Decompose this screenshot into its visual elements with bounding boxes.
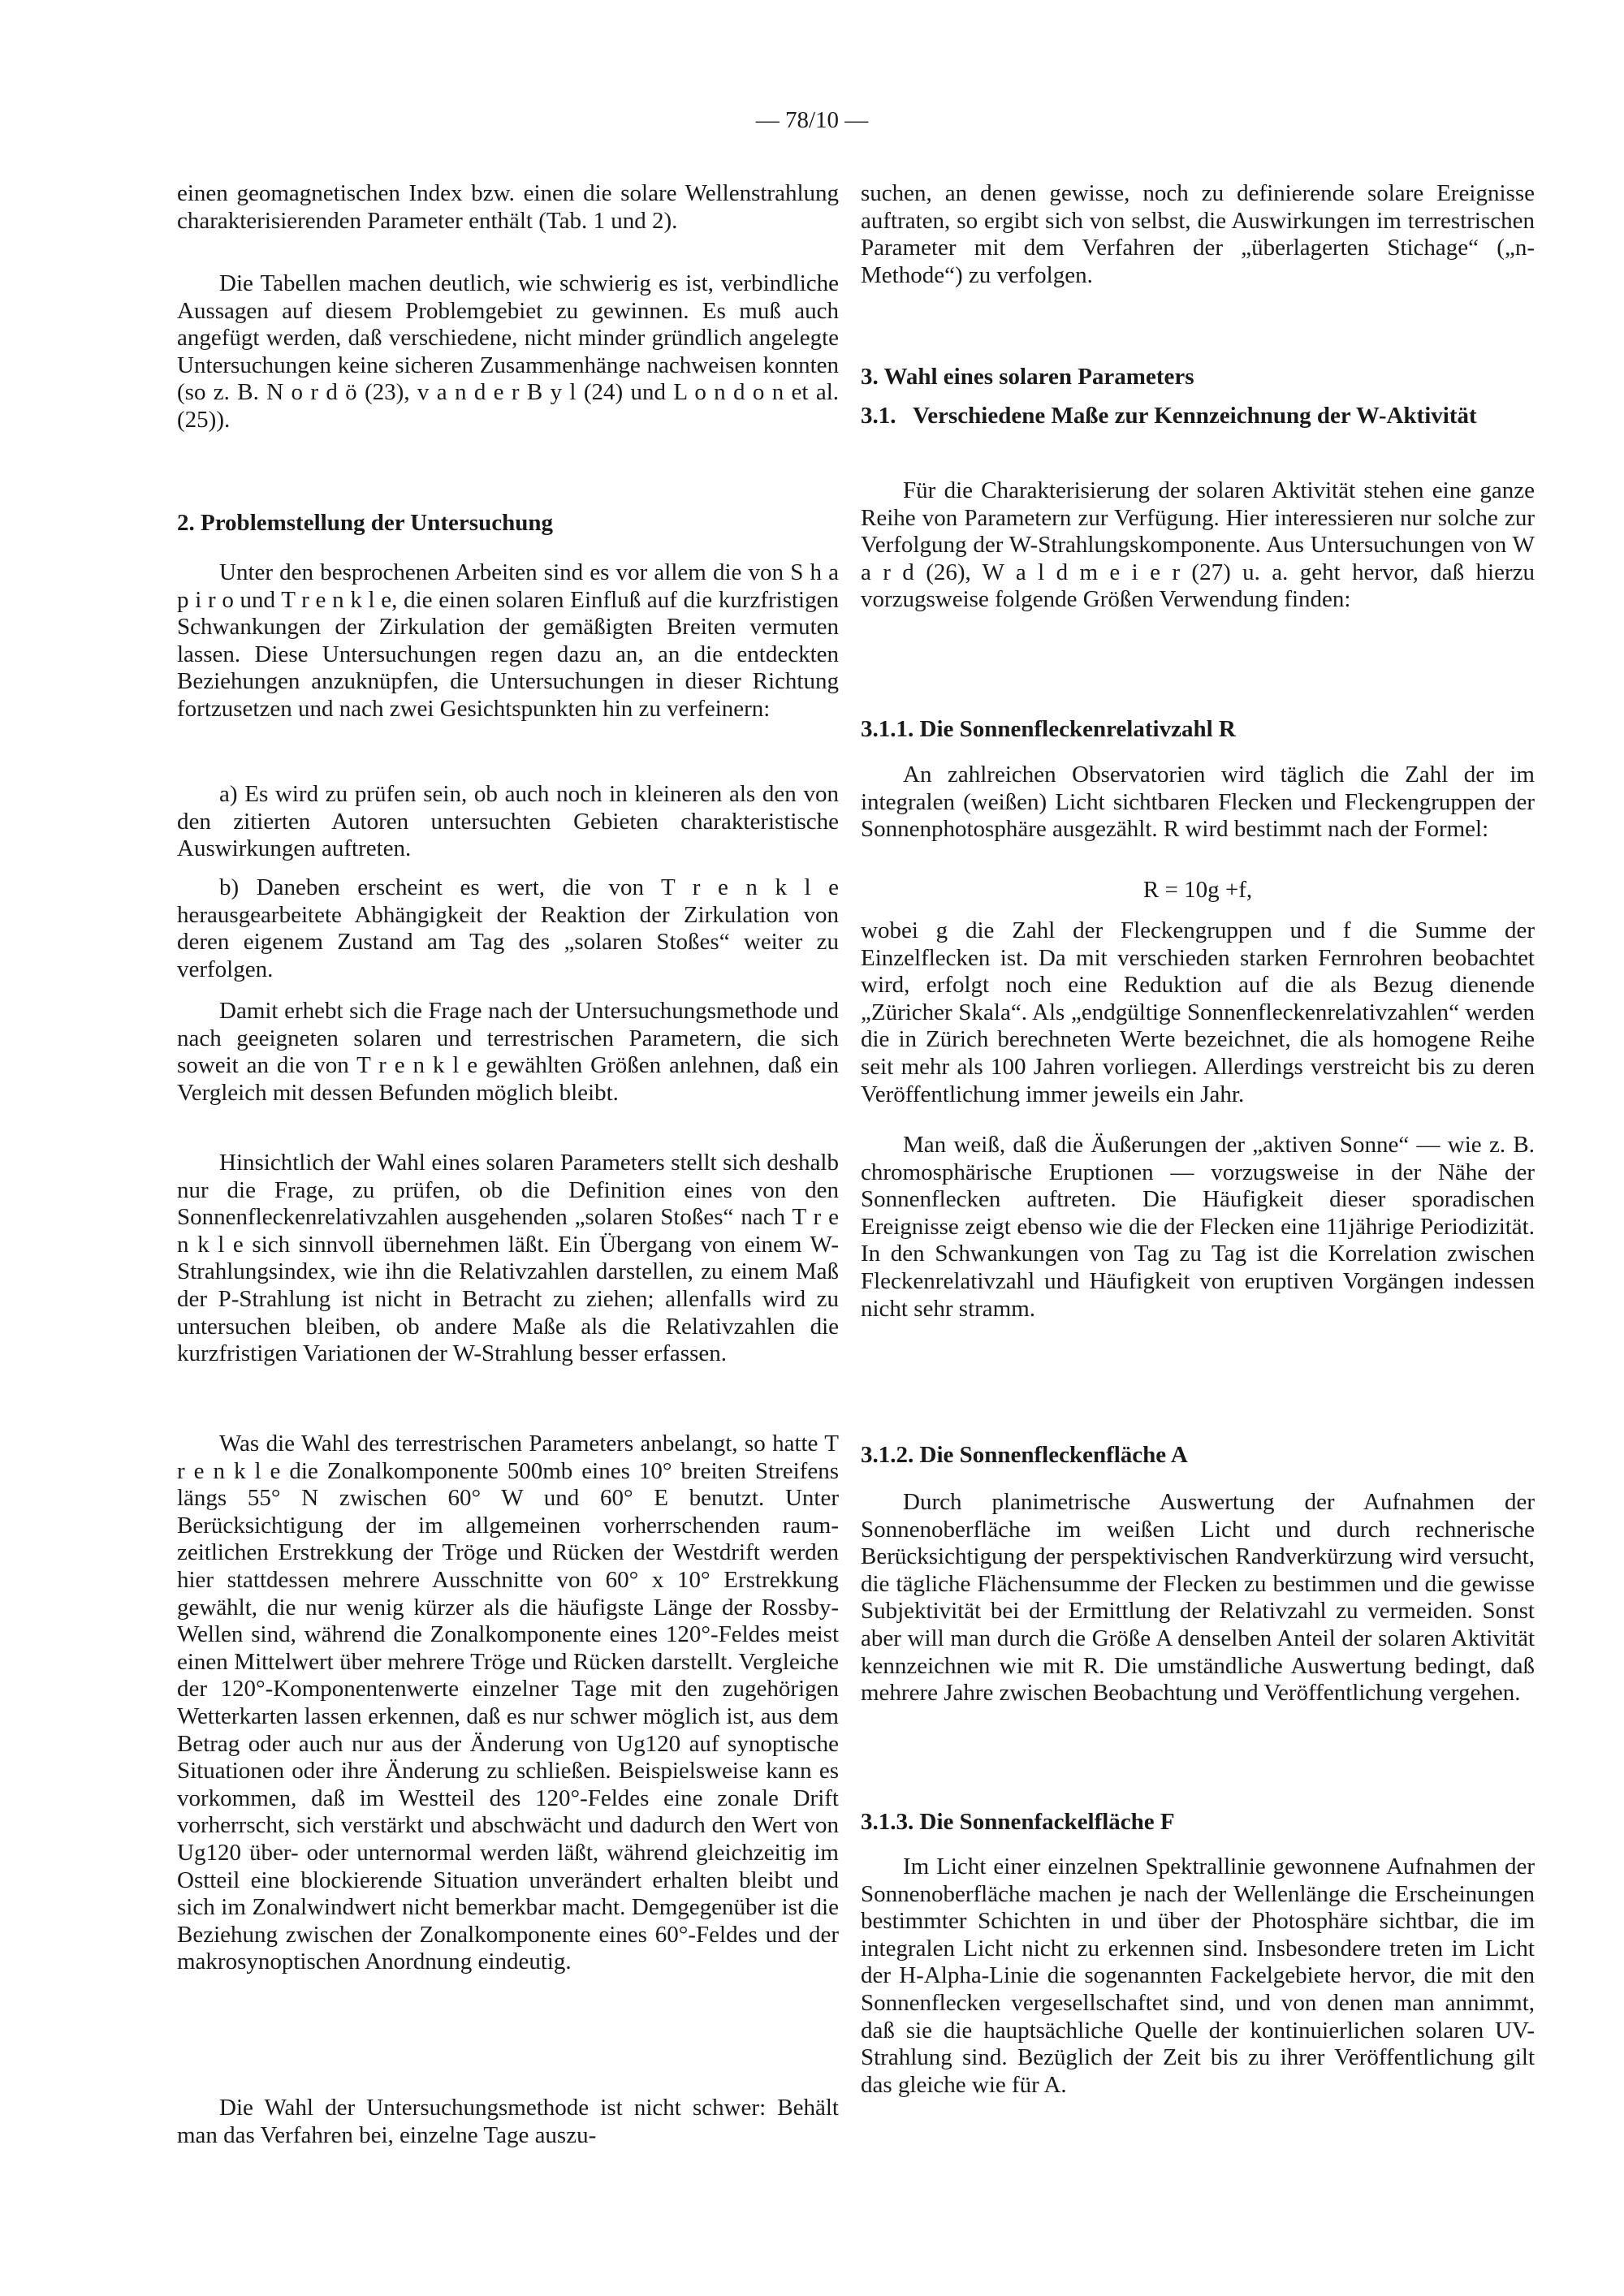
paragraph: Im Licht einer einzelnen Spektrallinie gewonnene Aufnahmen der Sonnenoberfläche machen je nach der Wellenlänge die Erscheinungen bestimmter Schichten in und über der Photosphäre sichtbar, die im integralen Licht nicht zu erkennen sind. Insbesondere treten im Licht der H-Alpha-Linie die sogenannten Fackelgebiete hervor, die mit den Sonnenflecken vergesellschaftet sind, und von denen man annimmt, daß sie die hauptsächliche Quelle der kontinuierlichen solaren UV-Strahlung sind. Bezüglich der Zeit bis zu ihrer Veröffentlichung gilt das gleiche wie für A. — [861, 1854, 1535, 2098]
paragraph: Die Tabellen machen deutlich, wie schwierig es ist, verbindliche Aussagen auf diesem Problemgebiet zu gewinnen. Es muß auch angefügt werden, daß verschiedene, nicht minder gründlich angelegte Untersuchungen keine sicheren Zusammenhänge nachweisen konnten (so z. B. N o r d ö (23), v a n d e r B y l (24) und L o n d o n et al. (25)). — [177, 270, 839, 433]
paragraph: Was die Wahl des terrestrischen Parameters anbelangt, so hatte T r e n k l e die Zonalkomponente 500mb eines 10° breiten Streifens längs 55° N zwischen 60° W und 60° E benutzt. Unter Berücksichtigung der im allgemeinen vorherrschenden raum-zeitlichen Erstrekkung der Tröge und Rücken der Westdrift werden hier stattdessen mehrere Ausschnitte von 60° x 10° Erstrekkung gewählt, die nur wenig kürzer als die häufigste Länge der Rossby-Wellen sind, während die Zonalkomponente eines 120°-Feldes meist einen Mittelwert über mehrere Tröge und Rücken darstellt. Vergleiche der 120°-Komponentenwerte einzelner Tage mit den zugehörigen Wetterkarten lassen erkennen, daß es nur schwer möglich ist, aus dem Betrag oder auch nur aus der Änderung von Ug120 auf synoptische Situationen oder ihre Änderung zu schließen. Beispielsweise kann es vorkommen, daß im Westteil des 120°-Feldes eine zonale Drift vorherrscht, sich verstärkt und abschwächt und dadurch den Wert von Ug120 über- oder unternormal werden läßt, während gleichzeitig im Ostteil eine blockierende Situation unverändert erhalten bleibt und sich im Zonalwindwert nicht bemerkbar macht. Demgegenüber ist die Beziehung zwischen der Zonalkomponente eines 60°-Feldes und der makrosynoptischen Anordnung eindeutig. — [177, 1431, 839, 1975]
paragraph: Unter den besprochenen Arbeiten sind es vor allem die von S h a p i r o und T r e n k l e, die einen solaren Einfluß auf die kurzfristigen Schwankungen der Zirkulation der gemäßigten Breiten vermuten lassen. Diese Untersuchungen regen dazu an, an die entdeckten Beziehungen anzuknüpfen, die Untersuchungen in dieser Richtung fortzusetzen und nach zwei Gesichtspunkten hin zu verfeinern: — [177, 559, 839, 722]
paragraph: suchen, an denen gewisse, noch zu definierende solare Ereignisse auftraten, so ergibt sich von selbst, die Auswirkungen im terrestrischen Parameter mit dem Verfahren der „überlagerten Stichage“ („n-Methode“) zu verfolgen. — [861, 180, 1535, 288]
paragraph: einen geomagnetischen Index bzw. einen die solare Wellenstrahlung charakterisierenden Parameter enthält (Tab. 1 und 2). — [177, 180, 839, 234]
paragraph: b) Daneben erscheint es wert, die von T r e n k l e herausgearbeitete Abhängigkeit der Reaktion der Zirkulation von deren eigenem Zustand am Tag des „solaren Stoßes“ weiter zu verfolgen. — [177, 874, 839, 982]
paragraph: Damit erhebt sich die Frage nach der Untersuchungsmethode und nach geeigneten solaren und terrestrischen Parametern, die sich soweit an die von T r e n k l e gewählten Größen anlehnen, daß ein Vergleich mit dessen Befunden möglich bleibt. — [177, 998, 839, 1106]
heading-text: Verschiedene Maße zur Kennzeichnung der W-Aktivität — [913, 403, 1477, 429]
subsection-heading: 3.1.1. Die Sonnenfleckenrelativzahl R — [861, 716, 1236, 742]
subsection-heading: 3.1.2. Die Sonnenfleckenfläche A — [861, 1442, 1188, 1468]
paragraph: Man weiß, daß die Äußerungen der „aktiven Sonne“ — wie z. B. chromosphärische Eruptionen — vorzugsweise in der Nähe der Sonnenflecken auftreten. Die Häufigkeit dieser sporadischen Ereignisse zeigt ebenso wie die der Flecken eine 11jährige Periodizität. In den Schwankungen von Tag zu Tag ist die Korrelation zwischen Fleckenrelativzahl und Häufigkeit von eruptiven Vorgängen indessen nicht sehr stramm. — [861, 1132, 1535, 1322]
page-number: — 78/10 — — [755, 107, 869, 133]
subsection-heading: 3.1.3. Die Sonnenfackelfläche F — [861, 1809, 1175, 1835]
paragraph: Die Wahl der Untersuchungsmethode ist nicht schwer: Behält man das Verfahren bei, einzelne Tage auszu- — [177, 2095, 839, 2148]
formula: R = 10g +f, — [1142, 877, 1253, 903]
paragraph: Für die Charakterisierung der solaren Aktivität stehen eine ganze Reihe von Parametern zur Verfügung. Hier interessieren nur solche zur Verfolgung der W-Strahlungskomponente. Aus Untersuchungen von W a r d (26), W a l d m e i e r (27) u. a. geht hervor, daß hierzu vorzugsweise folgende Größen Verwendung finden: — [861, 477, 1535, 613]
paragraph: Hinsichtlich der Wahl eines solaren Parameters stellt sich deshalb nur die Frage, zu prüfen, ob die Definition eines von den Sonnenfleckenrelativzahlen ausgehenden „solaren Stoßes“ nach T r e n k l e sich sinnvoll übernehmen läßt. Ein Übergang von einem W-Strahlungsindex, wie ihn die Relativzahlen darstellen, zu einem Maß der P-Strahlung ist nicht in Betracht zu ziehen; allenfalls wird zu untersuchen bleiben, ob andere Maße als die Relativzahlen die kurzfristigen Variationen der W-Strahlung besser erfassen. — [177, 1150, 839, 1367]
paragraph: Durch planimetrische Auswertung der Aufnahmen der Sonnenoberfläche im weißen Licht und durch rechnerische Berücksichtigung der perspektivischen Randverkürzung wird versucht, die tägliche Flächensumme der Flecken zu bestimmen und die gewisse Subjektivität bei der Ermittlung der Relativzahl zu vermeiden. Sonst aber will man durch die Größe A denselben Anteil der solaren Aktivität kennzeichnen wie mit R. Die umständliche Auswertung bedingt, daß mehrere Jahre zwischen Beobachtung und Veröffentlichung vergehen. — [861, 1489, 1535, 1707]
heading-number: 3.1. — [861, 403, 896, 429]
paragraph: wobei g die Zahl der Fleckengruppen und f die Summe der Einzelflecken ist. Da mit verschieden starken Fernrohren beobachtet wird, erfolgt noch eine Reduktion auf die als Bezug dienende „Züricher Skala“. Als „endgültige Sonnenfleckenrelativzahlen“ werden die in Zürich berechneten Werte bezeichnet, die als homogene Reihe seit mehr als 100 Jahren vorliegen. Allerdings verstreicht bis zu deren Veröffentlichung immer jeweils ein Jahr. — [861, 917, 1535, 1107]
section-heading: 2. Problemstellung der Untersuchung — [177, 510, 553, 536]
subsection-heading — [861, 403, 1535, 430]
paragraph: a) Es wird zu prüfen sein, ob auch noch in kleineren als den von den zitierten Autoren untersuchten Gebieten charakteristische Auswirkungen auftreten. — [177, 781, 839, 862]
section-heading: 3. Wahl eines solaren Parameters — [861, 364, 1194, 390]
paragraph: An zahlreichen Observatorien wird täglich die Zahl der im integralen (weißen) Licht sichtbaren Flecken und Fleckengruppen der Sonnenphotosphäre ausgezählt. R wird bestimmt nach der Formel: — [861, 762, 1535, 843]
